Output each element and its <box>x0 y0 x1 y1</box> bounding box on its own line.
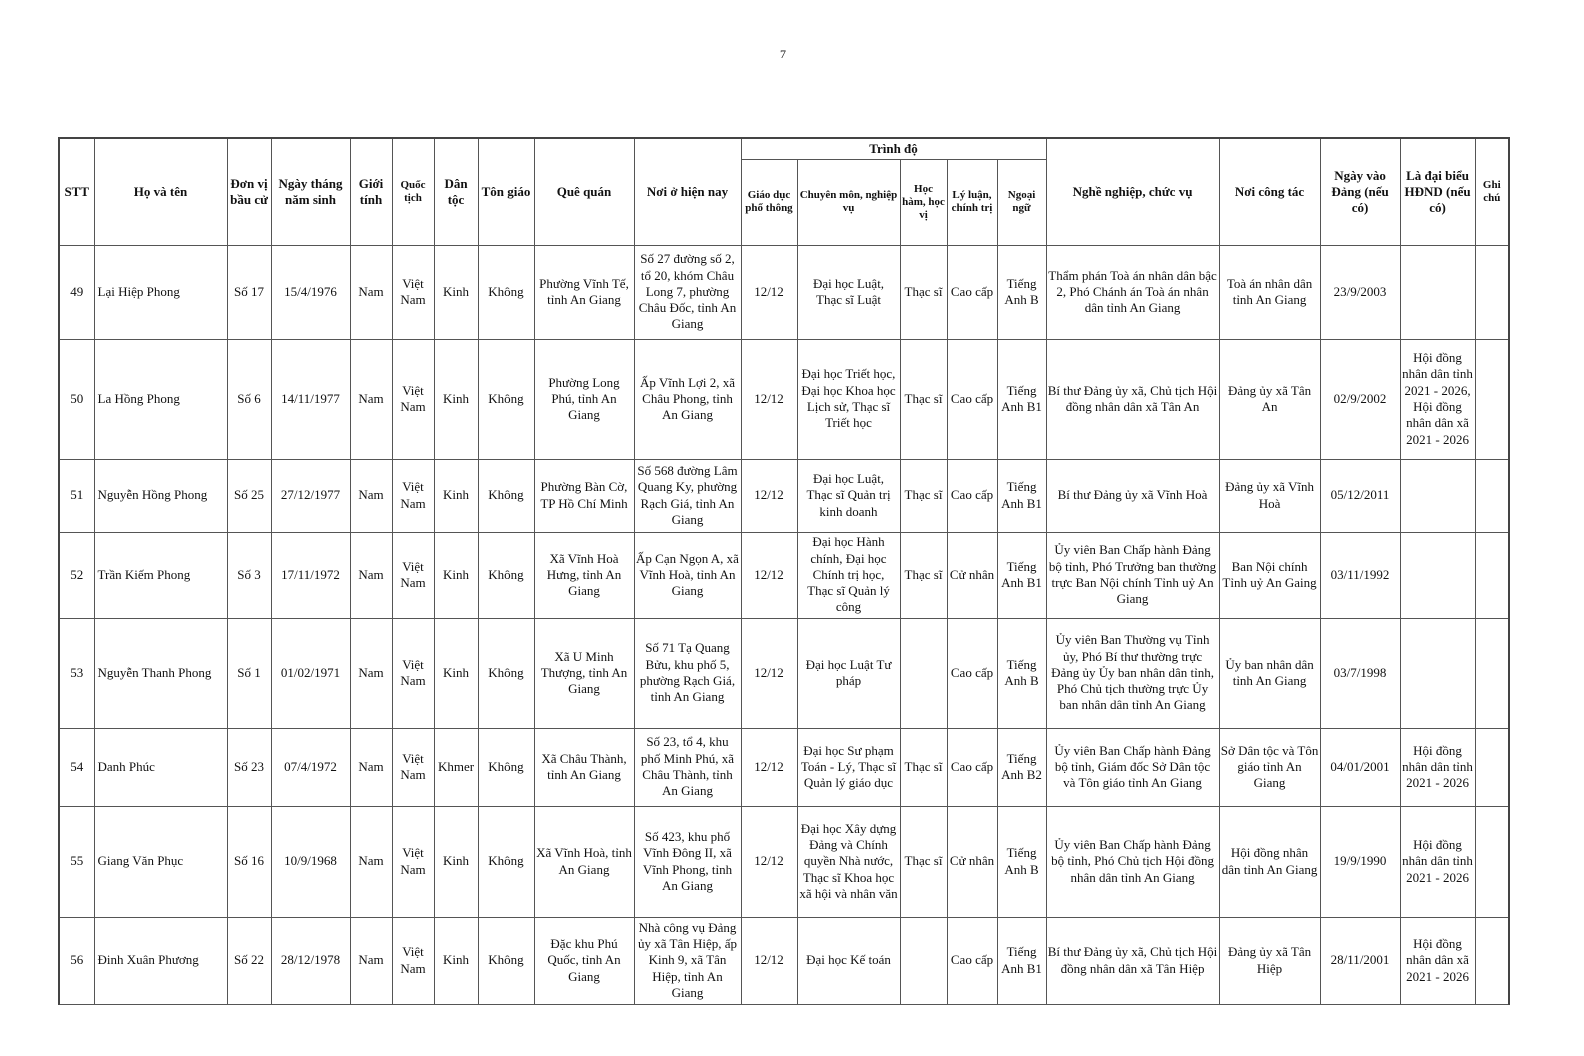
cell-work: Đảng ủy xã Vĩnh Hoà <box>1219 459 1320 532</box>
cell-major: Đại học Luật Tư pháp <box>797 618 900 728</box>
cell-addr: Số 423, khu phố Vĩnh Đông II, xã Vĩnh Phong, tỉnh An Giang <box>634 806 741 917</box>
cell-note <box>1475 459 1509 532</box>
cell-dob: 17/11/1972 <box>271 532 350 618</box>
header-specialty: Chuyên môn, nghiệp vụ <box>797 159 900 245</box>
cell-eth: Kinh <box>434 806 478 917</box>
cell-eth: Kinh <box>434 245 478 339</box>
cell-home: Xã U Minh Thượng, tỉnh An Giang <box>534 618 634 728</box>
cell-rel: Không <box>478 728 534 806</box>
header-occupation: Nghề nghiệp, chức vụ <box>1046 138 1219 245</box>
cell-eth: Kinh <box>434 618 478 728</box>
cell-eth: Kinh <box>434 459 478 532</box>
cell-unit: Số 23 <box>227 728 271 806</box>
cell-pol: Cao cấp <box>947 618 997 728</box>
cell-job: Bí thư Đảng ủy xã, Chủ tịch Hội đồng nhân dân xã Tân An <box>1046 339 1219 459</box>
cell-eth: Kinh <box>434 917 478 1004</box>
cell-unit: Số 1 <box>227 618 271 728</box>
cell-job: Bí thư Đảng ủy xã Vĩnh Hoà <box>1046 459 1219 532</box>
cell-party: 03/11/1992 <box>1320 532 1400 618</box>
header-unit: Đơn vị bầu cử <box>227 138 271 245</box>
cell-addr: Số 568 đường Lâm Quang Ky, phường Rạch Giá, tỉnh An Giang <box>634 459 741 532</box>
cell-major: Đại học Kế toán <box>797 917 900 1004</box>
cell-work: Đảng ủy xã Tân An <box>1219 339 1320 459</box>
cell-lang: Tiếng Anh B <box>997 245 1046 339</box>
cell-work: Ủy ban nhân dân tỉnh An Giang <box>1219 618 1320 728</box>
cell-addr: Nhà công vụ Đảng ủy xã Tân Hiệp, ấp Kinh 9, xã Tân Hiệp, tỉnh An Giang <box>634 917 741 1004</box>
header-note: Ghi chú <box>1475 138 1509 245</box>
header-address: Nơi ở hiện nay <box>634 138 741 245</box>
header-dob: Ngày tháng năm sinh <box>271 138 350 245</box>
cell-sex: Nam <box>350 245 392 339</box>
cell-rel: Không <box>478 339 534 459</box>
cell-pol: Cao cấp <box>947 245 997 339</box>
cell-nat: Việt Nam <box>392 806 434 917</box>
cell-edu: 12/12 <box>741 618 797 728</box>
cell-hdnd: Hội đồng nhân dân tỉnh 2021 - 2026 <box>1400 728 1475 806</box>
cell-lang: Tiếng Anh B1 <box>997 917 1046 1004</box>
cell-pol: Cao cấp <box>947 459 997 532</box>
cell-hdnd <box>1400 245 1475 339</box>
cell-degree <box>900 618 947 728</box>
cell-job: Bí thư Đảng ủy xã, Chủ tịch Hội đồng nhân dân xã Tân Hiệp <box>1046 917 1219 1004</box>
cell-major: Đại học Luật, Thạc sĩ Quản trị kinh doanh <box>797 459 900 532</box>
page-number: 7 <box>780 47 786 61</box>
cell-sex: Nam <box>350 728 392 806</box>
cell-unit: Số 22 <box>227 917 271 1004</box>
cell-eth: Kinh <box>434 532 478 618</box>
cell-degree: Thạc sĩ <box>900 339 947 459</box>
cell-eth: Kinh <box>434 339 478 459</box>
cell-eth: Khmer <box>434 728 478 806</box>
cell-unit: Số 3 <box>227 532 271 618</box>
cell-addr: Ấp Cạn Ngọn A, xã Vĩnh Hoà, tỉnh An Giang <box>634 532 741 618</box>
cell-pol: Cử nhân <box>947 532 997 618</box>
cell-edu: 12/12 <box>741 532 797 618</box>
cell-dob: 14/11/1977 <box>271 339 350 459</box>
cell-unit: Số 16 <box>227 806 271 917</box>
header-general-education: Giáo dục phổ thông <box>741 159 797 245</box>
cell-work: Toà án nhân dân tỉnh An Giang <box>1219 245 1320 339</box>
cell-party: 05/12/2011 <box>1320 459 1400 532</box>
cell-party: 28/11/2001 <box>1320 917 1400 1004</box>
cell-stt: 53 <box>59 618 94 728</box>
cell-home: Phường Long Phú, tỉnh An Giang <box>534 339 634 459</box>
cell-nat: Việt Nam <box>392 339 434 459</box>
cell-degree: Thạc sĩ <box>900 728 947 806</box>
cell-rel: Không <box>478 917 534 1004</box>
cell-sex: Nam <box>350 917 392 1004</box>
header-academic-degree: Học hàm, học vị <box>900 159 947 245</box>
cell-major: Đại học Sư phạm Toán - Lý, Thạc sĩ Quản lý giáo dục <box>797 728 900 806</box>
cell-note <box>1475 728 1509 806</box>
cell-home: Xã Châu Thành, tỉnh An Giang <box>534 728 634 806</box>
cell-addr: Ấp Vĩnh Lợi 2, xã Châu Phong, tỉnh An Giang <box>634 339 741 459</box>
cell-major: Đại học Xây dựng Đảng và Chính quyền Nhà nước, Thạc sĩ Khoa học xã hội và nhân văn <box>797 806 900 917</box>
cell-lang: Tiếng Anh B1 <box>997 532 1046 618</box>
header-political-theory: Lý luận, chính trị <box>947 159 997 245</box>
cell-name: Danh Phúc <box>94 728 227 806</box>
cell-pol: Cử nhân <box>947 806 997 917</box>
cell-note <box>1475 339 1509 459</box>
cell-addr: Số 71 Tạ Quang Bửu, khu phố 5, phường Rạch Giá, tỉnh An Giang <box>634 618 741 728</box>
cell-edu: 12/12 <box>741 339 797 459</box>
cell-stt: 56 <box>59 917 94 1004</box>
cell-nat: Việt Nam <box>392 917 434 1004</box>
cell-home: Xã Vĩnh Hoà Hưng, tỉnh An Giang <box>534 532 634 618</box>
header-ethnicity: Dân tộc <box>434 138 478 245</box>
cell-hdnd <box>1400 618 1475 728</box>
cell-party: 23/9/2003 <box>1320 245 1400 339</box>
cell-name: La Hồng Phong <box>94 339 227 459</box>
table-row <box>59 728 1509 806</box>
candidate-table <box>58 137 1510 1005</box>
cell-note <box>1475 917 1509 1004</box>
cell-unit: Số 17 <box>227 245 271 339</box>
table-row <box>59 917 1509 1004</box>
cell-home: Phường Bàn Cờ, TP Hồ Chí Minh <box>534 459 634 532</box>
cell-lang: Tiếng Anh B2 <box>997 728 1046 806</box>
cell-addr: Số 27 đường số 2, tổ 20, khóm Châu Long 7, phường Châu Đốc, tỉnh An Giang <box>634 245 741 339</box>
cell-sex: Nam <box>350 459 392 532</box>
cell-nat: Việt Nam <box>392 245 434 339</box>
cell-nat: Việt Nam <box>392 459 434 532</box>
header-nationality: Quốc tịch <box>392 138 434 245</box>
cell-pol: Cao cấp <box>947 728 997 806</box>
table-row <box>59 245 1509 339</box>
cell-degree: Thạc sĩ <box>900 459 947 532</box>
cell-degree: Thạc sĩ <box>900 245 947 339</box>
cell-work: Hội đồng nhân dân tỉnh An Giang <box>1219 806 1320 917</box>
cell-party: 19/9/1990 <box>1320 806 1400 917</box>
header-hdnd: Là đại biểu HĐND (nếu có) <box>1400 138 1475 245</box>
cell-dob: 01/02/1971 <box>271 618 350 728</box>
cell-home: Xã Vĩnh Hoà, tỉnh An Giang <box>534 806 634 917</box>
header-qualification: Trình độ <box>741 138 1046 159</box>
cell-stt: 52 <box>59 532 94 618</box>
header-name: Họ và tên <box>94 138 227 245</box>
header-foreign-language: Ngoại ngữ <box>997 159 1046 245</box>
cell-name: Giang Văn Phục <box>94 806 227 917</box>
cell-party: 04/01/2001 <box>1320 728 1400 806</box>
cell-job: Ủy viên Ban Thường vụ Tỉnh ủy, Phó Bí thư thường trực Đảng ủy Ủy ban nhân dân tỉnh, Phó Chủ tịch thường trực Ủy ban nhân dân tỉnh An Giang <box>1046 618 1219 728</box>
cell-work: Đảng ủy xã Tân Hiệp <box>1219 917 1320 1004</box>
cell-edu: 12/12 <box>741 806 797 917</box>
cell-note <box>1475 245 1509 339</box>
cell-unit: Số 6 <box>227 339 271 459</box>
cell-rel: Không <box>478 806 534 917</box>
cell-sex: Nam <box>350 339 392 459</box>
cell-note <box>1475 532 1509 618</box>
cell-note <box>1475 618 1509 728</box>
header-religion: Tôn giáo <box>478 138 534 245</box>
table-row <box>59 339 1509 459</box>
cell-unit: Số 25 <box>227 459 271 532</box>
cell-major: Đại học Hành chính, Đại học Chính trị học, Thạc sĩ Quản lý công <box>797 532 900 618</box>
cell-hdnd: Hội đồng nhân dân tỉnh 2021 - 2026, Hội đồng nhân dân xã 2021 - 2026 <box>1400 339 1475 459</box>
table-row <box>59 618 1509 728</box>
cell-sex: Nam <box>350 618 392 728</box>
cell-pol: Cao cấp <box>947 339 997 459</box>
cell-stt: 49 <box>59 245 94 339</box>
table-row <box>59 459 1509 532</box>
header-stt: STT <box>59 138 94 245</box>
cell-dob: 15/4/1976 <box>271 245 350 339</box>
cell-job: Ủy viên Ban Chấp hành Đảng bộ tỉnh, Phó Trưởng ban thường trực Ban Nội chính Tỉnh uỷ An Giang <box>1046 532 1219 618</box>
cell-stt: 55 <box>59 806 94 917</box>
cell-sex: Nam <box>350 532 392 618</box>
cell-major: Đại học Luật, Thạc sĩ Luật <box>797 245 900 339</box>
cell-party: 02/9/2002 <box>1320 339 1400 459</box>
cell-name: Nguyễn Thanh Phong <box>94 618 227 728</box>
cell-name: Nguyễn Hồng Phong <box>94 459 227 532</box>
cell-nat: Việt Nam <box>392 618 434 728</box>
cell-nat: Việt Nam <box>392 532 434 618</box>
header-hometown: Quê quán <box>534 138 634 245</box>
cell-home: Đặc khu Phú Quốc, tỉnh An Giang <box>534 917 634 1004</box>
cell-note <box>1475 806 1509 917</box>
cell-work: Ban Nội chính Tỉnh uỷ An Gaing <box>1219 532 1320 618</box>
cell-lang: Tiếng Anh B <box>997 618 1046 728</box>
cell-lang: Tiếng Anh B1 <box>997 459 1046 532</box>
cell-stt: 50 <box>59 339 94 459</box>
cell-degree: Thạc sĩ <box>900 806 947 917</box>
header-workplace: Nơi công tác <box>1219 138 1320 245</box>
table-row <box>59 806 1509 917</box>
cell-sex: Nam <box>350 806 392 917</box>
cell-nat: Việt Nam <box>392 728 434 806</box>
cell-name: Trần Kiếm Phong <box>94 532 227 618</box>
cell-rel: Không <box>478 618 534 728</box>
cell-dob: 07/4/1972 <box>271 728 350 806</box>
cell-stt: 51 <box>59 459 94 532</box>
cell-edu: 12/12 <box>741 245 797 339</box>
cell-hdnd: Hội đồng nhân dân xã 2021 - 2026 <box>1400 917 1475 1004</box>
cell-rel: Không <box>478 245 534 339</box>
cell-pol: Cao cấp <box>947 917 997 1004</box>
cell-dob: 27/12/1977 <box>271 459 350 532</box>
cell-home: Phường Vĩnh Tế, tỉnh An Giang <box>534 245 634 339</box>
table-header <box>59 138 1509 245</box>
cell-degree <box>900 917 947 1004</box>
cell-job: Ủy viên Ban Chấp hành Đảng bộ tỉnh, Phó Chủ tịch Hội đồng nhân dân tỉnh An Giang <box>1046 806 1219 917</box>
cell-hdnd <box>1400 459 1475 532</box>
cell-lang: Tiếng Anh B <box>997 806 1046 917</box>
cell-dob: 10/9/1968 <box>271 806 350 917</box>
cell-degree: Thạc sĩ <box>900 532 947 618</box>
header-sex: Giới tính <box>350 138 392 245</box>
cell-party: 03/7/1998 <box>1320 618 1400 728</box>
cell-hdnd <box>1400 532 1475 618</box>
cell-name: Lại Hiệp Phong <box>94 245 227 339</box>
cell-edu: 12/12 <box>741 728 797 806</box>
cell-major: Đại học Triết học, Đại học Khoa học Lịch sử, Thạc sĩ Triết học <box>797 339 900 459</box>
cell-name: Đinh Xuân Phương <box>94 917 227 1004</box>
cell-lang: Tiếng Anh B1 <box>997 339 1046 459</box>
cell-edu: 12/12 <box>741 917 797 1004</box>
cell-work: Sở Dân tộc và Tôn giáo tỉnh An Giang <box>1219 728 1320 806</box>
cell-dob: 28/12/1978 <box>271 917 350 1004</box>
cell-rel: Không <box>478 459 534 532</box>
cell-rel: Không <box>478 532 534 618</box>
header-party-date: Ngày vào Đảng (nếu có) <box>1320 138 1400 245</box>
cell-hdnd: Hội đồng nhân dân tỉnh 2021 - 2026 <box>1400 806 1475 917</box>
table-body <box>59 245 1509 1004</box>
cell-stt: 54 <box>59 728 94 806</box>
cell-job: Thẩm phán Toà án nhân dân bậc 2, Phó Chánh án Toà án nhân dân tỉnh An Giang <box>1046 245 1219 339</box>
cell-addr: Số 23, tổ 4, khu phố Minh Phú, xã Châu Thành, tỉnh An Giang <box>634 728 741 806</box>
cell-job: Ủy viên Ban Chấp hành Đảng bộ tỉnh, Giám đốc Sở Dân tộc và Tôn giáo tỉnh An Giang <box>1046 728 1219 806</box>
table-row <box>59 532 1509 618</box>
cell-edu: 12/12 <box>741 459 797 532</box>
